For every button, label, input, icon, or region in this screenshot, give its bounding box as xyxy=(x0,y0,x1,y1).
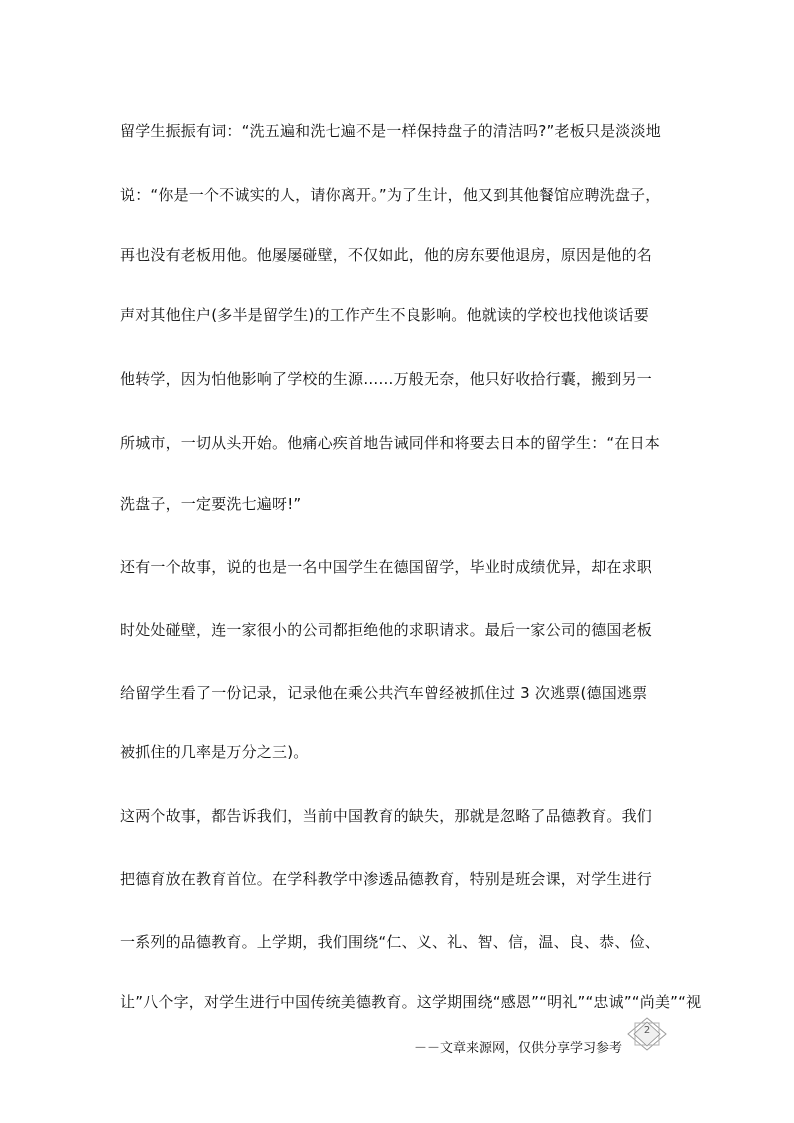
paragraph-line: 被抓住的几率是万分之三)。 xyxy=(120,743,309,761)
paragraph-line: 时处处碰壁，连一家很小的公司都拒绝他的求职请求。最后一家公司的德国老板 xyxy=(120,621,653,639)
paragraph-line: 留学生振振有词：“洗五遍和洗七遍不是一样保持盘子的清洁吗?”老板只是淡淡地 xyxy=(120,122,661,140)
paragraph-line: 再也没有老板用他。他屡屡碰壁，不仅如此，他的房东要他退房，原因是他的名 xyxy=(120,246,653,264)
paragraph-line: 他转学，因为怕他影响了学校的生源……万般无奈，他只好收拾行囊，搬到另一 xyxy=(120,370,653,388)
paragraph-line: 洗盘子，一定要洗七遍呀!” xyxy=(120,495,302,513)
paragraph-line: 给留学生看了一份记录，记录他在乘公共汽车曾经被抓住过 3 次逃票(德国逃票 xyxy=(120,684,648,702)
paragraph-line: 还有一个故事，说的也是一名中国学生在德国留学，毕业时成绩优异，却在求职 xyxy=(120,558,653,576)
page-number: 2 xyxy=(643,1025,651,1036)
paragraph-line: 这两个故事，都告诉我们，当前中国教育的缺失，那就是忽略了品德教育。我们 xyxy=(120,807,653,825)
paragraph-line: 所城市，一切从头开始。他痛心疾首地告诫同伴和将要去日本的留学生：“在日本 xyxy=(120,434,660,452)
paragraph-line: 声对其他住户(多半是留学生)的工作产生不良影响。他就读的学校也找他谈话要 xyxy=(120,306,649,324)
footer-source-note: －－文章来源网，仅供分享学习参考 xyxy=(414,1041,623,1056)
paragraph-line: 说：“你是一个不诚实的人，请你离开。”为了生计，他又到其他餐馆应聘洗盘子， xyxy=(120,186,661,204)
paragraph-line: 一系列的品德教育。上学期，我们围绕“仁、义、礼、智、信，温、良、恭、俭、 xyxy=(120,933,660,951)
paragraph-line: 让”八个字，对学生进行中国传统美德教育。这学期围绕“感恩”“明礼”“忠诚”“尚美”“视 xyxy=(120,993,702,1011)
paragraph-line: 把德育放在教育首位。在学科教学中渗透品德教育，特别是班会课，对学生进行 xyxy=(120,870,653,888)
page-number-badge-icon xyxy=(626,1016,668,1052)
